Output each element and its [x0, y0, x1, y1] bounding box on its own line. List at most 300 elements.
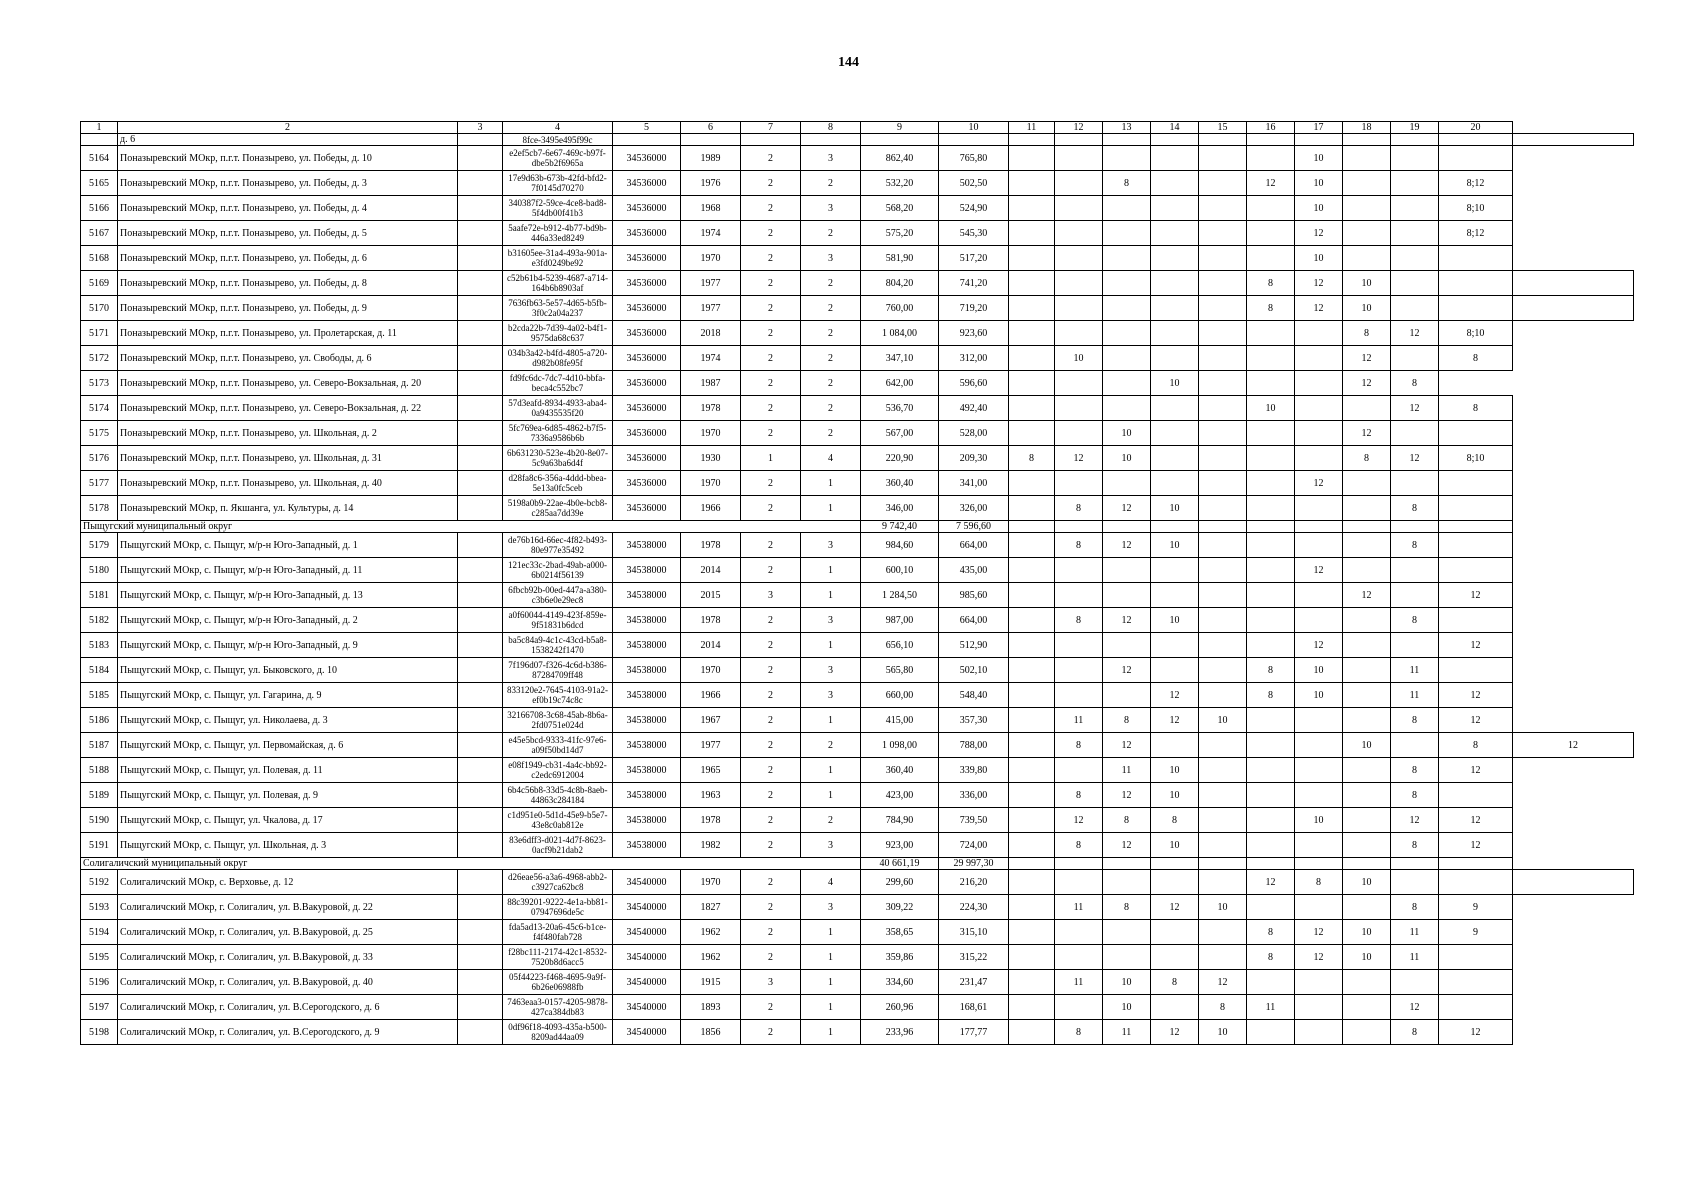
cell-c15	[1199, 296, 1247, 321]
cell-guid: 6fbcb92b-00ed-447a-a380-c3b6e0e29ec8	[503, 583, 613, 608]
cell-c13: 10	[1103, 970, 1151, 995]
cell-entrances: 1	[801, 633, 861, 658]
cell-entrances: 3	[801, 895, 861, 920]
table-row	[81, 371, 1634, 396]
cell-c16	[1247, 246, 1295, 271]
cell-c15	[1199, 321, 1247, 346]
cell-col3	[458, 146, 503, 171]
cell-c14: 8	[1151, 808, 1199, 833]
cell-c14	[1151, 321, 1199, 346]
cell-undefined	[1513, 870, 1634, 895]
cell-c20: 12	[1439, 1020, 1513, 1045]
column-header-11: 11	[1009, 122, 1055, 134]
cell-c14	[1151, 146, 1199, 171]
cell-area-living: 315,10	[939, 920, 1009, 945]
cell-c17: 12	[1295, 945, 1343, 970]
cell-area-living: 357,30	[939, 708, 1009, 733]
cell-floors: 2	[741, 808, 801, 833]
cell-c11	[1009, 758, 1055, 783]
cell-address: Пыщугский МОкр, с. Пыщуг, ул. Первомайская, д. 6	[118, 733, 458, 758]
cell-c16	[1247, 496, 1295, 521]
cell-col3	[458, 920, 503, 945]
cell-c14: 12	[1151, 708, 1199, 733]
cell-guid: 57d3eafd-8934-4933-aba4-0a9435535f20	[503, 396, 613, 421]
cell-year: 1893	[681, 995, 741, 1020]
cell-area-living: 545,30	[939, 221, 1009, 246]
cell-number	[81, 134, 118, 146]
cell-area-total: 984,60	[861, 533, 939, 558]
cell-guid: e08f1949-cb31-4a4c-bb92-c2edc6912004	[503, 758, 613, 783]
cell-c14	[1151, 870, 1199, 895]
cell-address: Поназыревский МОкр, п.г.т. Поназырево, ул. Победы, д. 4	[118, 196, 458, 221]
cell-col3	[458, 246, 503, 271]
cell-c17	[1295, 708, 1343, 733]
cell-c15	[1199, 608, 1247, 633]
cell-c18	[1343, 146, 1391, 171]
cell-c14	[1151, 521, 1199, 533]
cell-c19	[1391, 421, 1439, 446]
cell-c12	[1055, 321, 1103, 346]
cell-c16	[1247, 758, 1295, 783]
cell-col3	[458, 970, 503, 995]
cell-c15	[1199, 733, 1247, 758]
cell-c20	[1439, 658, 1513, 683]
cell-col3	[458, 171, 503, 196]
cell-c12: 8	[1055, 733, 1103, 758]
cell-c20: 8	[1439, 346, 1513, 371]
cell-c13	[1103, 296, 1151, 321]
cell-oktmo: 34536000	[613, 421, 681, 446]
cell-oktmo: 34538000	[613, 783, 681, 808]
cell-c15	[1199, 683, 1247, 708]
cell-year: 1977	[681, 271, 741, 296]
cell-year: 1967	[681, 708, 741, 733]
cell-c19: 8	[1391, 833, 1439, 858]
cell-c16	[1247, 471, 1295, 496]
cell-c20: 12	[1439, 708, 1513, 733]
cell-area-living: 512,90	[939, 633, 1009, 658]
cell-c11	[1009, 221, 1055, 246]
cell-c13: 12	[1103, 658, 1151, 683]
cell-c12: 8	[1055, 533, 1103, 558]
cell-area-total: 784,90	[861, 808, 939, 833]
table-row	[81, 995, 1634, 1020]
cell-undefined	[1513, 271, 1634, 296]
cell-c12	[1055, 870, 1103, 895]
cell-guid: 83e6dff3-d021-4d7f-8623-0acf9b21dab2	[503, 833, 613, 858]
cell-c16	[1247, 783, 1295, 808]
cell-entrances: 2	[801, 421, 861, 446]
cell-c14	[1151, 396, 1199, 421]
cell-entrances	[801, 134, 861, 146]
cell-c18	[1343, 858, 1391, 870]
cell-area-living: 224,30	[939, 895, 1009, 920]
cell-c17: 12	[1295, 271, 1343, 296]
cell-c17	[1295, 446, 1343, 471]
cell-year: 1987	[681, 371, 741, 396]
cell-undefined	[1513, 134, 1634, 146]
cell-oktmo: 34536000	[613, 471, 681, 496]
cell-c12	[1055, 995, 1103, 1020]
cell-c11	[1009, 346, 1055, 371]
cell-oktmo: 34540000	[613, 870, 681, 895]
cell-c13: 12	[1103, 833, 1151, 858]
cell-c13: 10	[1103, 421, 1151, 446]
cell-area-total: 358,65	[861, 920, 939, 945]
cell-address: Поназыревский МОкр, п.г.т. Поназырево, ул. Северо-Вокзальная, д. 20	[118, 371, 458, 396]
cell-c14: 10	[1151, 533, 1199, 558]
cell-c16	[1247, 608, 1295, 633]
cell-c13: 11	[1103, 1020, 1151, 1045]
cell-floors: 2	[741, 920, 801, 945]
cell-c18	[1343, 970, 1391, 995]
cell-c13	[1103, 196, 1151, 221]
cell-area-total: 233,96	[861, 1020, 939, 1045]
cell-c11	[1009, 633, 1055, 658]
cell-entrances: 4	[801, 446, 861, 471]
cell-area-total: 642,00	[861, 371, 939, 396]
cell-year: 1968	[681, 196, 741, 221]
table-row	[81, 583, 1634, 608]
cell-c18	[1343, 683, 1391, 708]
cell-c20	[1439, 945, 1513, 970]
cell-floors: 2	[741, 733, 801, 758]
cell-c20	[1439, 608, 1513, 633]
cell-c15	[1199, 471, 1247, 496]
cell-c11	[1009, 970, 1055, 995]
cell-year: 1977	[681, 733, 741, 758]
cell-oktmo: 34536000	[613, 246, 681, 271]
cell-oktmo: 34536000	[613, 221, 681, 246]
cell-col3	[458, 533, 503, 558]
cell-address: Солигаличский МОкр, г. Солигалич, ул. В.Серогодского, д. 9	[118, 1020, 458, 1045]
cell-c11	[1009, 246, 1055, 271]
cell-oktmo: 34536000	[613, 146, 681, 171]
cell-entrances: 1	[801, 920, 861, 945]
cell-guid: fda5ad13-20a6-45c6-b1ce-f4f480fab728	[503, 920, 613, 945]
cell-c13: 12	[1103, 496, 1151, 521]
cell-floors: 2	[741, 658, 801, 683]
cell-c20: 12	[1439, 683, 1513, 708]
cell-c15	[1199, 521, 1247, 533]
cell-number: 5176	[81, 446, 118, 471]
cell-c16	[1247, 446, 1295, 471]
cell-area-living: 231,47	[939, 970, 1009, 995]
cell-year: 2018	[681, 321, 741, 346]
cell-c15	[1199, 346, 1247, 371]
cell-c15	[1199, 421, 1247, 446]
table-row	[81, 134, 1634, 146]
cell-col3	[458, 371, 503, 396]
cell-area-living: 502,50	[939, 171, 1009, 196]
cell-c16	[1247, 733, 1295, 758]
cell-c19	[1391, 296, 1439, 321]
cell-c20: 12	[1439, 633, 1513, 658]
cell-area-living: 517,20	[939, 246, 1009, 271]
cell-floors: 2	[741, 421, 801, 446]
cell-c15	[1199, 446, 1247, 471]
cell-c15	[1199, 371, 1247, 396]
cell-floors: 2	[741, 146, 801, 171]
cell-entrances: 1	[801, 970, 861, 995]
cell-c18: 12	[1343, 421, 1391, 446]
cell-number: 5193	[81, 895, 118, 920]
cell-c12	[1055, 920, 1103, 945]
cell-area-total: 565,80	[861, 658, 939, 683]
cell-c17	[1295, 608, 1343, 633]
cell-entrances: 3	[801, 833, 861, 858]
cell-address: Пыщугский МОкр, с. Пыщуг, ул. Николаева, д. 3	[118, 708, 458, 733]
cell-c12	[1055, 858, 1103, 870]
cell-col3	[458, 496, 503, 521]
cell-c11	[1009, 870, 1055, 895]
cell-c18	[1343, 471, 1391, 496]
cell-c16	[1247, 146, 1295, 171]
cell-c20: 8;12	[1439, 221, 1513, 246]
cell-area-living: 339,80	[939, 758, 1009, 783]
cell-c14	[1151, 558, 1199, 583]
cell-entrances: 2	[801, 346, 861, 371]
table-row	[81, 920, 1634, 945]
cell-area-total: 1 098,00	[861, 733, 939, 758]
cell-floors: 2	[741, 783, 801, 808]
table-row	[81, 396, 1634, 421]
cell-year: 1976	[681, 171, 741, 196]
table-row	[81, 296, 1634, 321]
cell-guid: 17e9d63b-673b-42fd-bfd2-7f0145d70270	[503, 171, 613, 196]
cell-oktmo: 34538000	[613, 583, 681, 608]
cell-area-total: 309,22	[861, 895, 939, 920]
cell-floors: 2	[741, 196, 801, 221]
cell-c20: 8	[1439, 733, 1513, 758]
cell-year: 1970	[681, 658, 741, 683]
cell-c20: 9	[1439, 920, 1513, 945]
cell-c15	[1199, 808, 1247, 833]
page-number: 144	[838, 55, 859, 70]
cell-entrances: 2	[801, 808, 861, 833]
cell-c19	[1391, 171, 1439, 196]
cell-entrances: 1	[801, 708, 861, 733]
cell-c17	[1295, 396, 1343, 421]
cell-c20: 12	[1439, 758, 1513, 783]
cell-area-total: 1 284,50	[861, 583, 939, 608]
column-header-10: 10	[939, 122, 1009, 134]
cell-c17	[1295, 1020, 1343, 1045]
cell-address: Пыщугский МОкр, с. Пыщуг, ул. Полевая, д. 11	[118, 758, 458, 783]
cell-c13: 8	[1103, 171, 1151, 196]
cell-col3	[458, 346, 503, 371]
cell-col3	[458, 583, 503, 608]
cell-c13	[1103, 246, 1151, 271]
cell-number: 5172	[81, 346, 118, 371]
cell-area-living: 739,50	[939, 808, 1009, 833]
cell-c19	[1391, 471, 1439, 496]
cell-c17	[1295, 970, 1343, 995]
header-row	[81, 122, 1634, 134]
cell-c18: 10	[1343, 271, 1391, 296]
cell-c14	[1151, 945, 1199, 970]
cell-c11	[1009, 396, 1055, 421]
cell-c20	[1439, 496, 1513, 521]
cell-year: 1915	[681, 970, 741, 995]
cell-entrances: 1	[801, 558, 861, 583]
cell-c15	[1199, 758, 1247, 783]
cell-number: 5187	[81, 733, 118, 758]
section-label: Пыщугский муниципальный округ	[81, 521, 861, 533]
cell-number: 5169	[81, 271, 118, 296]
cell-c15	[1199, 783, 1247, 808]
cell-guid: 6b4c56b8-33d5-4c8b-8aeb-44863c284184	[503, 783, 613, 808]
cell-oktmo	[613, 134, 681, 146]
cell-c19	[1391, 858, 1439, 870]
cell-col3	[458, 134, 503, 146]
cell-year: 1978	[681, 396, 741, 421]
cell-c17: 12	[1295, 633, 1343, 658]
cell-area-living: 528,00	[939, 421, 1009, 446]
section-area-total: 9 742,40	[861, 521, 939, 533]
cell-c15: 12	[1199, 970, 1247, 995]
cell-c12: 10	[1055, 346, 1103, 371]
cell-floors: 2	[741, 221, 801, 246]
cell-c16	[1247, 633, 1295, 658]
cell-c19	[1391, 633, 1439, 658]
cell-address: Пыщугский МОкр, с. Пыщуг, ул. Быковского, д. 10	[118, 658, 458, 683]
cell-c14: 10	[1151, 758, 1199, 783]
cell-floors: 2	[741, 321, 801, 346]
cell-floors: 3	[741, 970, 801, 995]
cell-address: Пыщугский МОкр, с. Пыщуг, м/р-н Юго-Западный, д. 1	[118, 533, 458, 558]
cell-address: Пыщугский МОкр, с. Пыщуг, ул. Школьная, д. 3	[118, 833, 458, 858]
cell-c12: 12	[1055, 808, 1103, 833]
cell-guid: fd9fc6dc-7dc7-4d10-bbfa-beca4c552bc7	[503, 371, 613, 396]
cell-number: 5165	[81, 171, 118, 196]
cell-guid: 05f44223-f468-4695-9a9f-6b26e06988fb	[503, 970, 613, 995]
cell-c16	[1247, 196, 1295, 221]
cell-year: 1970	[681, 870, 741, 895]
column-header-17: 17	[1295, 122, 1343, 134]
cell-col3	[458, 683, 503, 708]
cell-floors: 2	[741, 945, 801, 970]
cell-c11	[1009, 471, 1055, 496]
cell-year: 1930	[681, 446, 741, 471]
cell-guid: e45e5bcd-9333-41fc-97e6-a09f50bd14d7	[503, 733, 613, 758]
cell-address: Пыщугский МОкр, с. Пыщуг, м/р-н Юго-Западный, д. 9	[118, 633, 458, 658]
cell-year: 1963	[681, 783, 741, 808]
cell-c11	[1009, 833, 1055, 858]
cell-c19: 12	[1391, 396, 1439, 421]
cell-c11	[1009, 321, 1055, 346]
cell-address: Солигаличский МОкр, г. Солигалич, ул. В.Вакуровой, д. 40	[118, 970, 458, 995]
cell-c17	[1295, 521, 1343, 533]
cell-area-living: 502,10	[939, 658, 1009, 683]
cell-c17: 12	[1295, 471, 1343, 496]
cell-area-total: 581,90	[861, 246, 939, 271]
cell-floors: 2	[741, 533, 801, 558]
cell-floors: 2	[741, 833, 801, 858]
cell-c14	[1151, 271, 1199, 296]
cell-c16	[1247, 558, 1295, 583]
cell-area-living: 788,00	[939, 733, 1009, 758]
cell-area-total: 568,20	[861, 196, 939, 221]
column-header-8: 8	[801, 122, 861, 134]
cell-entrances: 1	[801, 583, 861, 608]
cell-entrances: 1	[801, 758, 861, 783]
cell-c19: 8	[1391, 496, 1439, 521]
cell-guid: 8fce-3495e495f99c	[503, 134, 613, 146]
cell-guid: d26eae56-a3a6-4968-abb2-c3927ca62bc8	[503, 870, 613, 895]
cell-number: 5164	[81, 146, 118, 171]
cell-guid: a0f60044-4149-423f-859e-9f51831b6dcd	[503, 608, 613, 633]
cell-number: 5196	[81, 970, 118, 995]
cell-entrances: 3	[801, 196, 861, 221]
cell-c17	[1295, 533, 1343, 558]
cell-c16	[1247, 346, 1295, 371]
cell-guid: 340387f2-59ce-4ce8-bad8-5f4db00f41b3	[503, 196, 613, 221]
table-row	[81, 870, 1634, 895]
cell-area-total: 359,86	[861, 945, 939, 970]
cell-undefined: 12	[1513, 733, 1634, 758]
cell-c15	[1199, 858, 1247, 870]
cell-area-total: 415,00	[861, 708, 939, 733]
cell-c19: 8	[1391, 783, 1439, 808]
cell-floors: 2	[741, 558, 801, 583]
cell-floors: 2	[741, 496, 801, 521]
cell-c13	[1103, 633, 1151, 658]
cell-number: 5181	[81, 583, 118, 608]
cell-col3	[458, 421, 503, 446]
cell-c17: 10	[1295, 683, 1343, 708]
cell-col3	[458, 833, 503, 858]
cell-col3	[458, 396, 503, 421]
cell-c14: 10	[1151, 783, 1199, 808]
cell-floors: 2	[741, 758, 801, 783]
cell-c14	[1151, 296, 1199, 321]
cell-address: Поназыревский МОкр, п.г.т. Поназырево, ул. Победы, д. 10	[118, 146, 458, 171]
table-row	[81, 783, 1634, 808]
cell-year: 2014	[681, 558, 741, 583]
cell-address: Поназыревский МОкр, п.г.т. Поназырево, ул. Победы, д. 3	[118, 171, 458, 196]
cell-c15	[1199, 221, 1247, 246]
cell-c14	[1151, 733, 1199, 758]
cell-number: 5191	[81, 833, 118, 858]
cell-c13	[1103, 920, 1151, 945]
cell-c17: 10	[1295, 246, 1343, 271]
cell-number: 5186	[81, 708, 118, 733]
table-row	[81, 658, 1634, 683]
cell-c16	[1247, 583, 1295, 608]
cell-c17: 10	[1295, 808, 1343, 833]
cell-c17	[1295, 833, 1343, 858]
cell-guid: 034b3a42-b4fd-4805-a720-d982b08fe95f	[503, 346, 613, 371]
cell-c18	[1343, 895, 1391, 920]
cell-c13: 12	[1103, 783, 1151, 808]
table-row	[81, 683, 1634, 708]
cell-guid: f28bc111-2174-42c1-8532-7520b8d6acc5	[503, 945, 613, 970]
cell-floors: 2	[741, 296, 801, 321]
cell-guid: d28fa8c6-356a-4ddd-bbea-5e13a0fc5ceb	[503, 471, 613, 496]
cell-c19	[1391, 134, 1439, 146]
cell-c17	[1295, 346, 1343, 371]
cell-c11	[1009, 421, 1055, 446]
cell-c16	[1247, 858, 1295, 870]
cell-c15	[1199, 196, 1247, 221]
cell-c15	[1199, 271, 1247, 296]
cell-floors: 2	[741, 246, 801, 271]
table-row	[81, 945, 1634, 970]
cell-c12: 11	[1055, 708, 1103, 733]
cell-address: Пыщугский МОкр, с. Пыщуг, м/р-н Юго-Западный, д. 2	[118, 608, 458, 633]
cell-area-total: 532,20	[861, 171, 939, 196]
